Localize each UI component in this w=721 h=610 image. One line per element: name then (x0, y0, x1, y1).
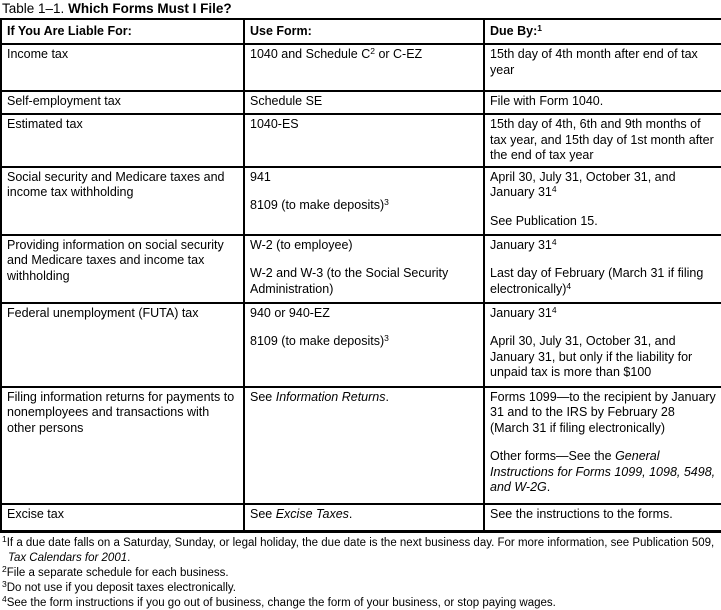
footnote-marker: 4 (2, 593, 7, 604)
cell-use-form (244, 114, 484, 167)
text-run: See the form instructions if you go out of business, change the form of your business, or stop paying wages. (6, 596, 556, 609)
footnotes (0, 533, 721, 610)
text-run: Due By: (490, 23, 538, 38)
text-run: . (385, 389, 389, 404)
superscript-ref: 4 (566, 280, 572, 291)
table-row (1, 19, 721, 44)
text-run: 8109 (to make deposits) (250, 198, 385, 212)
text-run: Estimated tax (7, 117, 83, 131)
text-run: 940 or 940-EZ (250, 305, 330, 320)
cell-paragraph (7, 170, 239, 201)
text-run: . (127, 551, 131, 564)
table-header-row (1, 19, 721, 44)
forms-table (0, 18, 721, 533)
table-row (1, 91, 721, 114)
text-run: . (546, 480, 551, 494)
cell-due-by (484, 167, 721, 235)
cell-paragraph (250, 390, 479, 406)
text-run: See (250, 389, 276, 404)
cell-paragraph (490, 266, 717, 297)
table-title (0, 0, 721, 18)
text-run: Use Form: (250, 23, 312, 38)
text-run: See the instructions to the forms. (490, 506, 673, 521)
cell-paragraph (490, 117, 717, 164)
cell-due-by (484, 44, 721, 91)
cell-use-form (244, 387, 484, 504)
text-run: General Instructions for Forms 1099, 1098, 5498, and W-2G (490, 449, 716, 494)
footnote (2, 578, 721, 596)
cell-due-by (484, 303, 721, 387)
table-row (1, 114, 721, 167)
cell-paragraph (490, 507, 717, 523)
cell-due-by (484, 235, 721, 303)
footnote-marker: 2 (2, 563, 7, 574)
cell-use-form (244, 303, 484, 387)
cell-paragraph (7, 47, 239, 63)
cell-paragraph (490, 334, 717, 381)
superscript-ref: 2 (370, 46, 375, 56)
text-run: January 31 (490, 305, 552, 320)
cell-due-by (484, 504, 721, 532)
superscript-ref: 4 (551, 304, 557, 315)
footnote (2, 593, 721, 610)
cell-liable-for (1, 91, 244, 114)
cell-paragraph (250, 117, 479, 133)
column-header-due-by (484, 19, 721, 44)
cell-paragraph (7, 238, 239, 285)
text-run: Last day of February (March 31 if filing electronically) (490, 266, 704, 296)
forms-table-body (1, 44, 721, 531)
cell-liable-for (1, 114, 244, 167)
text-run: W-2 (to employee) (250, 237, 353, 252)
cell-due-by (484, 91, 721, 114)
text-run: File a separate schedule for each business. (6, 566, 229, 579)
table-row (1, 303, 721, 387)
text-run: File with Form 1040. (490, 94, 604, 108)
cell-paragraph (490, 449, 717, 496)
text-run: Schedule SE (250, 94, 323, 108)
column-header-liable-for (1, 19, 244, 44)
text-run: 941 (250, 169, 271, 184)
cell-use-form (244, 504, 484, 532)
text-run: Federal unemployment (FUTA) tax (7, 305, 199, 320)
text-run: January 31 (490, 237, 552, 252)
column-header-use-form (244, 19, 484, 44)
cell-paragraph (490, 306, 717, 322)
cell-liable-for (1, 303, 244, 387)
footnote (2, 563, 721, 581)
cell-use-form (244, 167, 484, 235)
text-run: 8109 (to make deposits) (250, 334, 385, 348)
superscript-ref: 4 (551, 236, 557, 247)
cell-paragraph (250, 507, 479, 523)
superscript-ref: 1 (537, 22, 542, 33)
text-run: Information Returns (275, 389, 386, 404)
cell-paragraph (250, 306, 479, 322)
text-run: Income tax (7, 47, 69, 61)
table-heading: Which Forms Must I File? (68, 1, 232, 16)
text-run: . (348, 506, 353, 521)
cell-paragraph (490, 170, 717, 201)
cell-paragraph (7, 117, 239, 133)
text-run: Do not use if you deposit taxes electronically. (6, 581, 237, 594)
cell-due-by (484, 114, 721, 167)
cell-paragraph (490, 238, 717, 254)
cell-paragraph (490, 94, 717, 110)
table-number: Table 1–1. (2, 1, 65, 16)
superscript-ref: 4 (551, 184, 557, 194)
cell-paragraph (250, 266, 479, 297)
cell-paragraph (7, 390, 239, 437)
text-run: Providing information on social security and Medicare taxes and income tax withholding (7, 237, 224, 283)
table-row (1, 387, 721, 504)
text-run: See Publication 15. (490, 213, 598, 228)
cell-use-form (244, 44, 484, 91)
text-run: Excise Taxes (275, 506, 349, 521)
cell-paragraph (490, 47, 717, 78)
footnote-marker: 1 (2, 533, 7, 544)
superscript-ref: 3 (384, 333, 389, 343)
cell-liable-for (1, 504, 244, 532)
table-row (1, 167, 721, 235)
text-run: Self-employment tax (7, 94, 121, 108)
cell-paragraph (250, 47, 479, 63)
text-run: 1040-ES (250, 117, 299, 131)
text-run: Filing information returns for payments to nonemployees and transactions with other persons (7, 389, 235, 435)
cell-paragraph (250, 334, 479, 350)
cell-paragraph (250, 198, 479, 214)
cell-liable-for (1, 387, 244, 504)
text-run: 15th day of 4th month after end of tax year (490, 47, 698, 77)
cell-use-form (244, 235, 484, 303)
footnote (2, 533, 721, 566)
cell-paragraph (250, 170, 479, 186)
cell-due-by (484, 387, 721, 504)
cell-liable-for (1, 235, 244, 303)
cell-paragraph (250, 238, 479, 254)
cell-paragraph (7, 306, 239, 322)
text-run: Other forms—See the (490, 449, 616, 463)
cell-paragraph (490, 390, 717, 437)
cell-paragraph (7, 94, 239, 110)
text-run: or C-EZ (374, 47, 423, 61)
text-run: Tax Calendars for 2001 (8, 551, 128, 564)
text-run: 1040 and Schedule C (250, 47, 371, 61)
text-run: W-2 and W-3 (to the Social Security Administration) (250, 266, 449, 296)
table-row (1, 235, 721, 303)
text-run: April 30, July 31, October 31, and January 31, but only if the liability for unpaid tax is more than $100 (490, 334, 693, 379)
table-row (1, 44, 721, 91)
superscript-ref: 3 (384, 197, 389, 207)
cell-paragraph (7, 507, 239, 523)
text-run: 15th day of 4th, 6th and 9th months of tax year, and 15th day of 1st month after the end of tax year (490, 117, 714, 162)
cell-liable-for (1, 167, 244, 235)
table-row (1, 504, 721, 532)
text-run: Social security and Medicare taxes and income tax withholding (7, 169, 225, 199)
text-run: Forms 1099—to the recipient by January 31 and to the IRS by February 28 (March 31 if filing electronically) (490, 389, 716, 435)
cell-paragraph (490, 214, 717, 230)
footnote-marker: 3 (2, 578, 7, 589)
text-run: April 30, July 31, October 31, and January 31 (490, 169, 676, 199)
text-run: See (250, 506, 276, 521)
cell-use-form (244, 91, 484, 114)
text-run: Excise tax (7, 506, 64, 521)
cell-paragraph (250, 94, 479, 110)
text-run: If a due date falls on a Saturday, Sunday, or legal holiday, the due date is the next business day. For more information, see Publication 509, (6, 536, 715, 549)
text-run: If You Are Liable For: (7, 23, 132, 38)
cell-liable-for (1, 44, 244, 91)
